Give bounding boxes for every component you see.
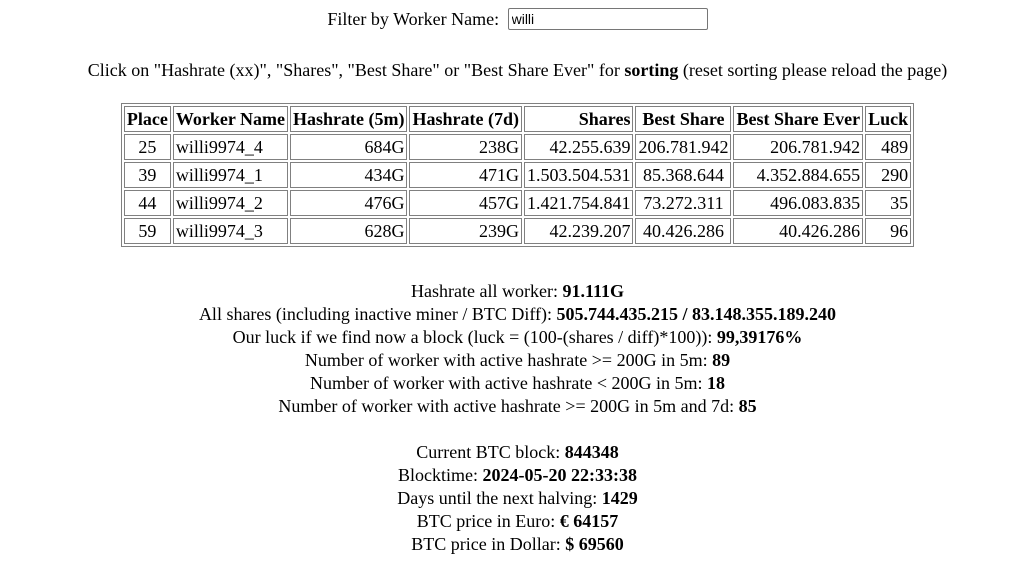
stat-value: 1429 [601,488,638,508]
instructions-bold: sorting [624,60,679,80]
stat-luck [0,327,1035,350]
stat-label: Blocktime: [398,465,483,485]
cell-hashrate-7d: 238G [409,134,522,160]
cell-luck: 35 [865,190,911,216]
stat-label: Days until the next halving: [397,488,602,508]
stat-value: € 64157 [559,511,619,531]
cell-shares: 42.255.639 [524,134,634,160]
cell-worker-name: willi9974_3 [173,218,288,244]
table-row [124,218,911,244]
stat-value: 844348 [564,442,619,462]
cell-hashrate-5m: 628G [290,218,407,244]
cell-shares: 42.239.207 [524,218,634,244]
stat-hashrate-all [0,281,1035,304]
worker-name-filter-input[interactable] [508,8,708,30]
cell-best-share: 85.368.644 [635,162,731,188]
btc-price-euro [0,511,1035,534]
stat-value: 2024-05-20 22:33:38 [482,465,637,485]
table-row [124,134,911,160]
cell-worker-name: willi9974_1 [173,162,288,188]
cell-hashrate-7d: 471G [409,162,522,188]
instructions-text-before: Click on "Hashrate (xx)", "Shares", "Best Share" or "Best Share Ever" for [87,60,625,80]
cell-shares: 1.503.504.531 [524,162,634,188]
header-shares[interactable]: Shares [524,106,634,132]
stat-label: BTC price in Dollar: [411,534,566,554]
stat-value: 85 [738,396,757,416]
cell-best-share-ever: 206.781.942 [733,134,863,160]
stat-active-ge-200-5m [0,350,1035,373]
cell-shares: 1.421.754.841 [524,190,634,216]
btc-blocktime [0,465,1035,488]
stat-label: BTC price in Euro: [416,511,560,531]
workers-table-wrap [0,103,1035,247]
stat-active-lt-200-5m [0,373,1035,396]
stats-section [0,281,1035,557]
stat-value: 89 [712,350,731,370]
header-hashrate-5m[interactable]: Hashrate (5m) [290,106,407,132]
cell-luck: 96 [865,218,911,244]
stat-active-ge-200-5m-7d [0,396,1035,419]
stat-label: Hashrate all worker: [411,281,563,301]
cell-best-share-ever: 4.352.884.655 [733,162,863,188]
cell-best-share-ever: 40.426.286 [733,218,863,244]
cell-hashrate-5m: 684G [290,134,407,160]
cell-hashrate-5m: 434G [290,162,407,188]
stat-value: 91.111G [562,281,624,301]
stats-spacer [0,419,1035,442]
cell-luck: 489 [865,134,911,160]
btc-halving-days [0,488,1035,511]
cell-place: 25 [124,134,171,160]
stat-value: 505.744.435.215 / 83.148.355.189.240 [556,304,837,324]
cell-best-share: 40.426.286 [635,218,731,244]
stat-label: Our luck if we find now a block (luck = (100-(shares / diff)*100)): [232,327,717,347]
cell-best-share-ever: 496.083.835 [733,190,863,216]
stat-value: $ 69560 [565,534,624,554]
header-worker-name: Worker Name [173,106,288,132]
table-row [124,162,911,188]
cell-place: 59 [124,218,171,244]
stat-label: Number of worker with active hashrate >= 200G in 5m and 7d: [278,396,739,416]
instructions-text-after: (reset sorting please reload the page) [678,60,948,80]
cell-best-share: 73.272.311 [635,190,731,216]
header-hashrate-7d[interactable]: Hashrate (7d) [409,106,522,132]
cell-hashrate-7d: 239G [409,218,522,244]
sorting-instructions [0,61,1035,79]
cell-place: 39 [124,162,171,188]
stat-value: 99,39176% [716,327,803,347]
cell-worker-name: willi9974_4 [173,134,288,160]
stat-value: 18 [707,373,726,393]
workers-table [121,103,914,247]
btc-price-dollar [0,534,1035,557]
cell-place: 44 [124,190,171,216]
stat-all-shares [0,304,1035,327]
btc-current-block [0,442,1035,465]
header-best-share-ever[interactable]: Best Share Ever [733,106,863,132]
stat-label: Number of worker with active hashrate >= 200G in 5m: [304,350,713,370]
header-place: Place [124,106,171,132]
cell-best-share: 206.781.942 [635,134,731,160]
filter-label: Filter by Worker Name: [327,9,500,29]
cell-hashrate-7d: 457G [409,190,522,216]
cell-luck: 290 [865,162,911,188]
filter-row [0,8,1035,30]
stat-label: Number of worker with active hashrate < 200G in 5m: [309,373,708,393]
table-header-row [124,106,911,132]
header-best-share[interactable]: Best Share [635,106,731,132]
cell-worker-name: willi9974_2 [173,190,288,216]
header-luck: Luck [865,106,911,132]
stat-label: All shares (including inactive miner / BTC Diff): [198,304,557,324]
table-row [124,190,911,216]
cell-hashrate-5m: 476G [290,190,407,216]
stat-label: Current BTC block: [416,442,565,462]
